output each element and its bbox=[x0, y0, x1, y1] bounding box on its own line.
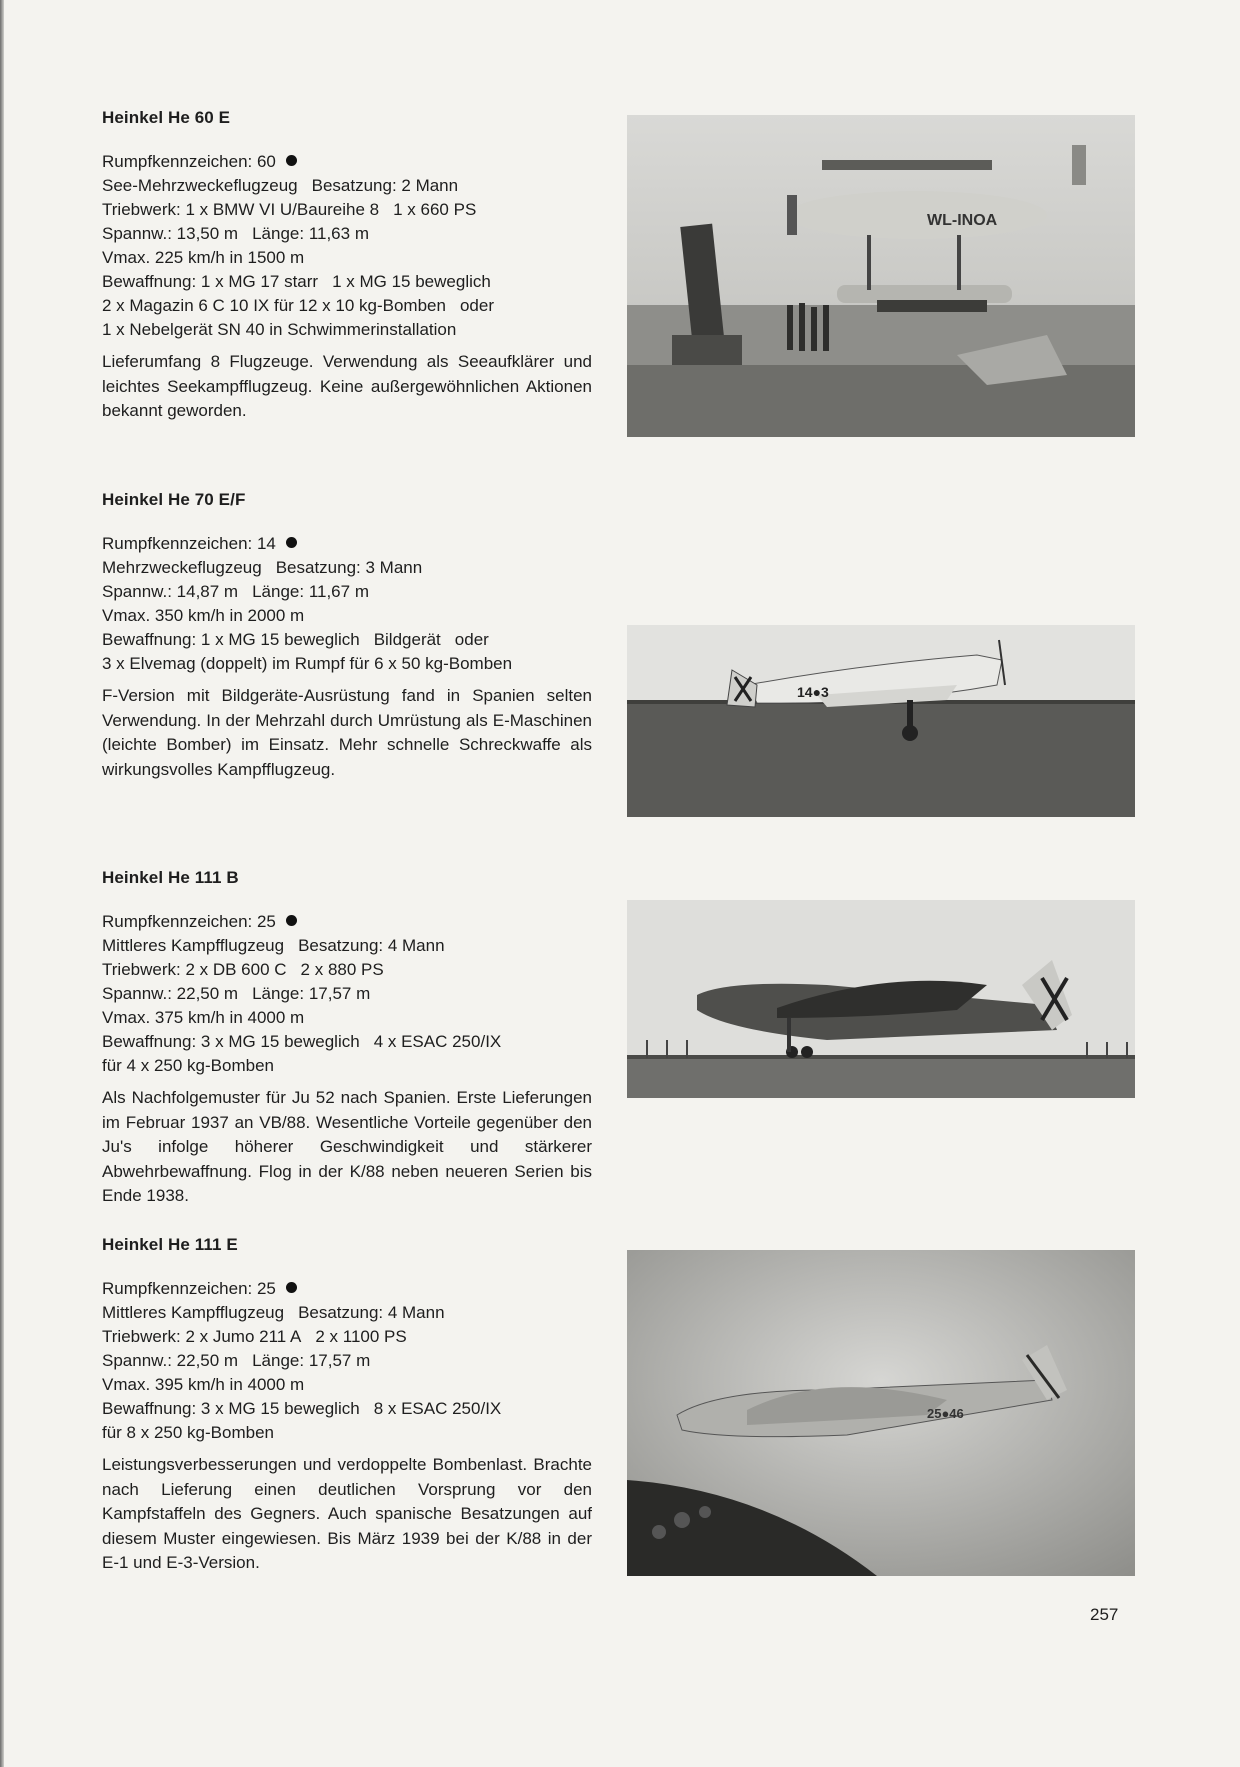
spec-line: Vmax. 375 km/h in 4000 m bbox=[102, 1008, 305, 1027]
entry-description: Leistungsverbesserungen und verdoppelte Bombenlast. Brachte nach Lieferung einen deutlichen Vorsprung vor den Kampfstaffeln des Gegners. Auch spanische Besatzungen auf diesem Muster eingewiesen. Bis März 1939 bei der K/88 in der E-1 und E-3-Version. bbox=[102, 1455, 592, 1572]
spec-line: Bewaffnung: 1 x MG 17 starr 1 x MG 15 beweglich bbox=[102, 272, 491, 291]
spec-block bbox=[102, 910, 592, 1078]
entry-title: Heinkel He 111 E bbox=[102, 1235, 238, 1254]
spec-line: für 8 x 250 kg-Bomben bbox=[102, 1423, 274, 1442]
spec-line: Vmax. 395 km/h in 4000 m bbox=[102, 1375, 305, 1394]
spec-line: Rumpfkennzeichen: 60 bbox=[102, 150, 592, 174]
entry-title: Heinkel He 60 E bbox=[102, 108, 231, 127]
spec-line: Spannw.: 14,87 m Länge: 11,67 m bbox=[102, 582, 369, 601]
entry-title: Heinkel He 70 E/F bbox=[102, 490, 246, 509]
spec-block bbox=[102, 1277, 592, 1445]
entry-description: Lieferumfang 8 Flugzeuge. Verwendung als Seeaufklärer und leichtes Seekampfflugzeug. Keine außergewöhnlichen Aktionen bekannt geworden. bbox=[102, 352, 592, 420]
entry-he70ef bbox=[102, 490, 592, 782]
spec-line: Rumpfkennzeichen: 25 bbox=[102, 1277, 592, 1301]
photo-he111b-airfield bbox=[627, 900, 1135, 1098]
entry-he111b bbox=[102, 868, 592, 1209]
dot-marker-icon bbox=[286, 155, 297, 166]
spec-line: 2 x Magazin 6 C 10 IX für 12 x 10 kg-Bomben oder bbox=[102, 296, 494, 315]
spec-line: Spannw.: 22,50 m Länge: 17,57 m bbox=[102, 984, 371, 1003]
spec-block bbox=[102, 150, 592, 342]
spec-line: Triebwerk: 2 x Jumo 211 A 2 x 1100 PS bbox=[102, 1327, 407, 1346]
dot-marker-icon bbox=[286, 1282, 297, 1293]
spec-line: für 4 x 250 kg-Bomben bbox=[102, 1056, 274, 1075]
spec-line: Triebwerk: 1 x BMW VI U/Baureihe 8 1 x 660 PS bbox=[102, 200, 477, 219]
spec-line: Mittleres Kampfflugzeug Besatzung: 4 Mann bbox=[102, 936, 445, 955]
photo-fuselage-marking: 14●3 bbox=[797, 684, 829, 700]
dot-marker-icon bbox=[286, 537, 297, 548]
spec-line: Mittleres Kampfflugzeug Besatzung: 4 Mann bbox=[102, 1303, 445, 1322]
spec-line: 1 x Nebelgerät SN 40 in Schwimmerinstallation bbox=[102, 320, 457, 339]
entry-he60e bbox=[102, 108, 592, 424]
spec-block bbox=[102, 532, 592, 676]
spec-line: Mehrzweckeflugzeug Besatzung: 3 Mann bbox=[102, 558, 423, 577]
photo-he60e-seaplane bbox=[627, 115, 1135, 437]
entry-he111e bbox=[102, 1235, 592, 1576]
spec-line: Bewaffnung: 1 x MG 15 beweglich Bildgerät oder bbox=[102, 630, 489, 649]
entry-title: Heinkel He 111 B bbox=[102, 868, 239, 887]
spec-line: See-Mehrzweckeflugzeug Besatzung: 2 Mann bbox=[102, 176, 459, 195]
photo-he111e-in-flight bbox=[627, 1250, 1135, 1576]
spec-line: Vmax. 350 km/h in 2000 m bbox=[102, 606, 305, 625]
spec-line: 3 x Elvemag (doppelt) im Rumpf für 6 x 50 kg-Bomben bbox=[102, 654, 513, 673]
photo-fuselage-marking: 25●46 bbox=[927, 1406, 964, 1421]
spec-line: Vmax. 225 km/h in 1500 m bbox=[102, 248, 305, 267]
spec-line: Triebwerk: 2 x DB 600 C 2 x 880 PS bbox=[102, 960, 384, 979]
spec-line: Rumpfkennzeichen: 25 bbox=[102, 910, 592, 934]
dot-marker-icon bbox=[286, 915, 297, 926]
photo-fuselage-marking: WL-INOA bbox=[927, 212, 998, 229]
spec-line: Bewaffnung: 3 x MG 15 beweglich 4 x ESAC 250/IX bbox=[102, 1032, 502, 1051]
spec-line: Rumpfkennzeichen: 14 bbox=[102, 532, 592, 556]
entry-description: F-Version mit Bildgeräte-Ausrüstung fand in Spanien selten Verwendung. In der Mehrzahl durch Umrüstung als E-Maschinen (leichte Bomber) im Einsatz. Mehr schnelle Schreckwaffe als wirkungsvolles Kampfflugzeug. bbox=[102, 686, 592, 779]
spec-line: Bewaffnung: 3 x MG 15 beweglich 8 x ESAC 250/IX bbox=[102, 1399, 502, 1418]
entry-description: Als Nachfolgemuster für Ju 52 nach Spanien. Erste Lieferungen im Februar 1937 an VB/88. Wesentliche Vorteile gegenüber den Ju's infolge höherer Geschwindigkeit und stärkerer Abwehrbewaffnung. Flog in der K/88 neben neueren Serien bis Ende 1938. bbox=[102, 1088, 592, 1205]
page-edge-shadow bbox=[0, 0, 4, 1767]
spec-line: Spannw.: 22,50 m Länge: 17,57 m bbox=[102, 1351, 371, 1370]
page-number: 257 bbox=[1090, 1605, 1119, 1624]
spec-line: Spannw.: 13,50 m Länge: 11,63 m bbox=[102, 224, 369, 243]
photo-he70-airfield bbox=[627, 625, 1135, 817]
